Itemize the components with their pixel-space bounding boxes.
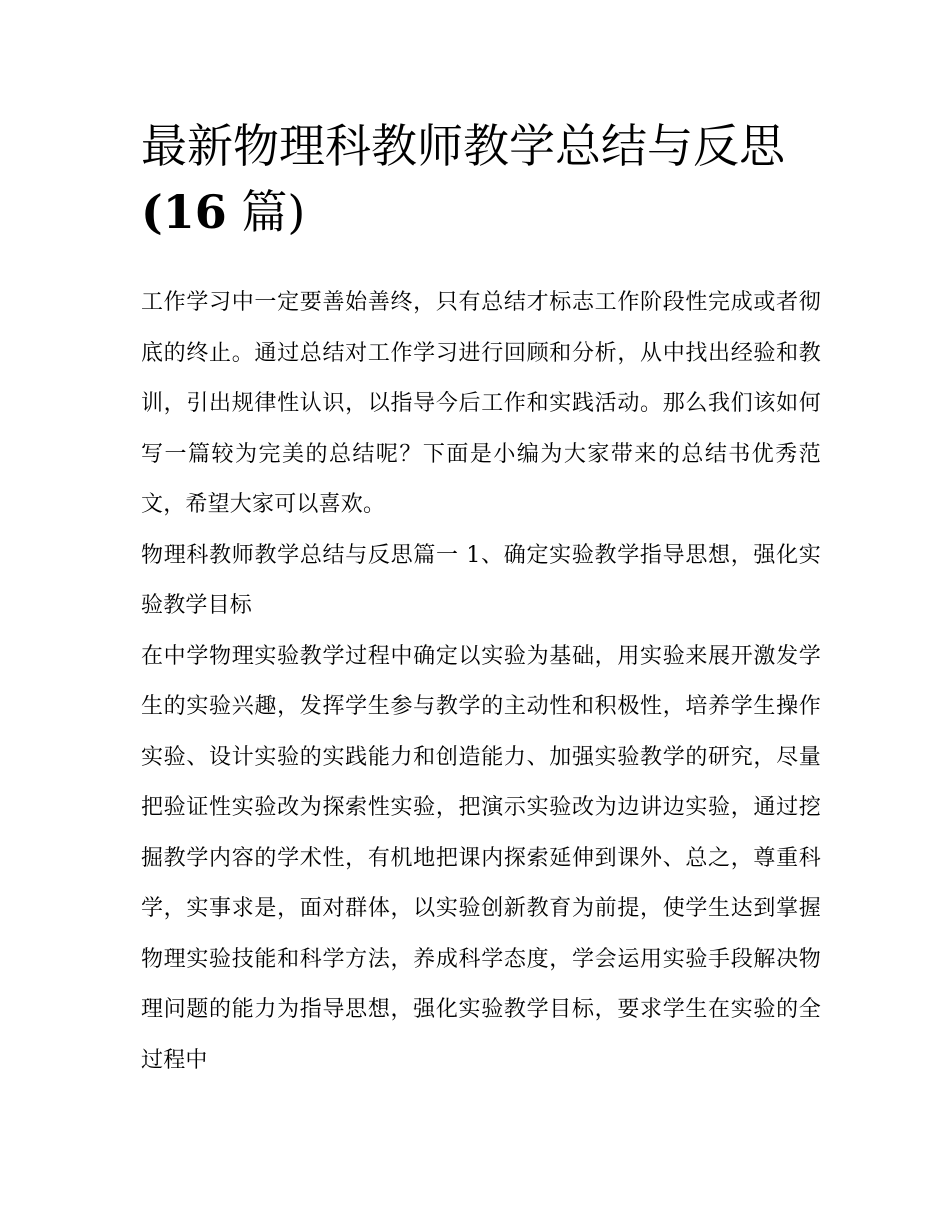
body-paragraph: 在中学物理实验教学过程中确定以实验为基础，用实验来展开激发学生的实验兴趣，发挥学生参与教学的主动性和积极性，培养学生操作实验、设计实验的实践能力和创造能力、加强实验教学的研究，尽量把验证性实验改为探索性实验，把演示实验改为边讲边实验，通过挖掘教学内容的学术性，有机地把课内探索延伸到课外、总之，尊重科学，实事求是，面对群体，以实验创新教育为前提，使学生达到掌握物理实验技能和科学方法，养成科学态度，学会运用实验手段解决物理问题的能力为指导思想，强化实验教学目标，要求学生在实验的全过程中 [141,643,821,1073]
title-suffix: 篇) [241,185,306,239]
document-body [141,278,821,1086]
document-title [141,113,821,245]
section-heading-paragraph: 物理科教师教学总结与反思篇一 1、确定实验教学指导思想，强化实验教学目标 [141,542,821,618]
intro-paragraph: 工作学习中一定要善始善终，只有总结才标志工作阶段性完成或者彻底的终止。通过总结对工作学习进行回顾和分析，从中找出经验和教训，引出规律性认识，以指导今后工作和实践活动。那么我们该如何写一篇较为完美的总结呢？下面是小编为大家带来的总结书优秀范文，希望大家可以喜欢。 [141,290,821,517]
title-main: 最新物理科教师教学总结与反思 [141,119,785,173]
title-count: (16 [141,185,227,239]
